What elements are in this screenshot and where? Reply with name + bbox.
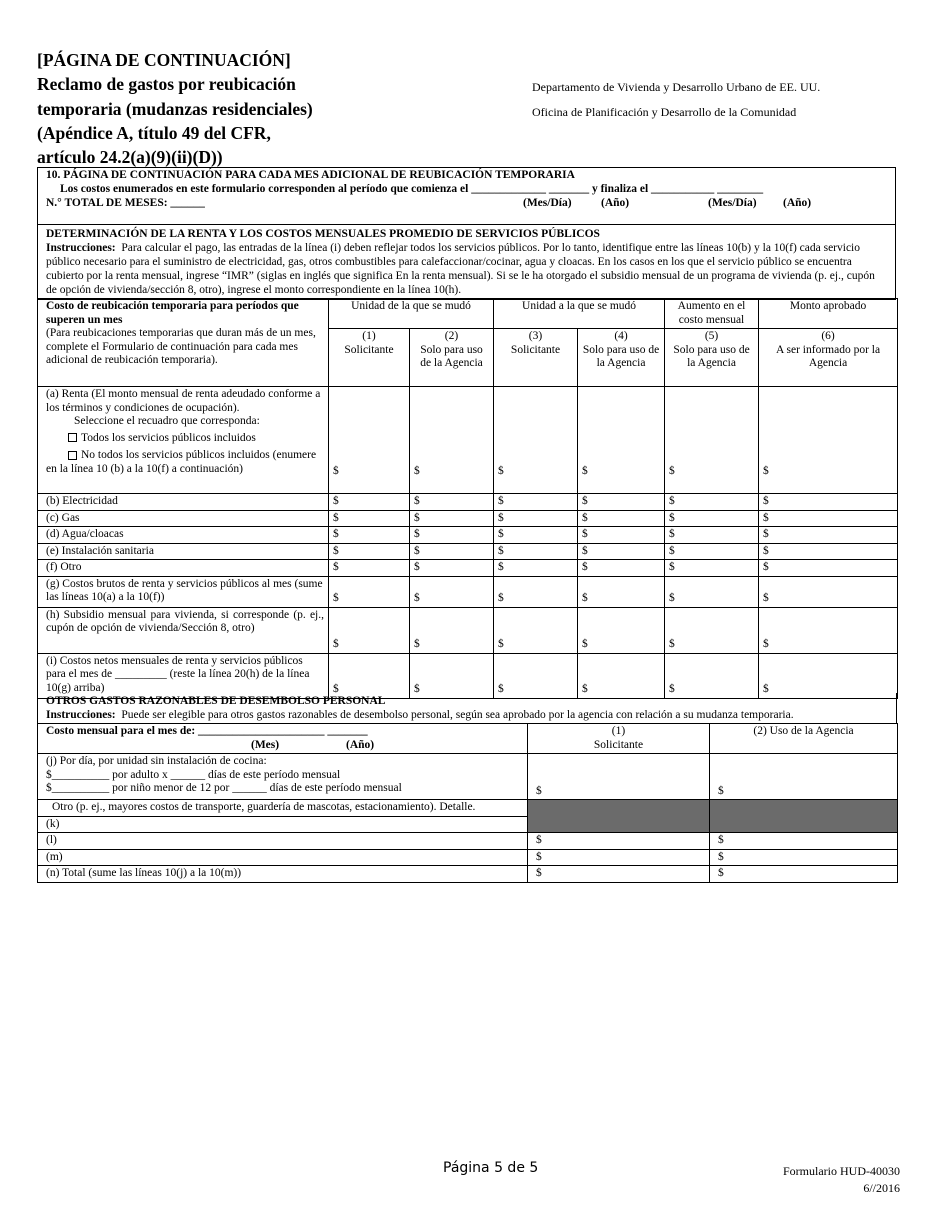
row-c-col-5[interactable]: $ bbox=[665, 510, 759, 527]
row-b-col-4[interactable]: $ bbox=[578, 494, 665, 511]
shaded-cell-2 bbox=[710, 800, 898, 833]
row-i-col-4[interactable]: $ bbox=[578, 653, 665, 698]
row-a-col-5[interactable]: $ bbox=[665, 387, 759, 494]
form-title-line-3: (Apéndice A, título 49 del CFR, bbox=[37, 123, 271, 143]
section-10-heading: 10. PÁGINA DE CONTINUACIÓN PARA CADA MES ADICIONAL DE REUBICACIÓN TEMPORARIA bbox=[46, 169, 575, 181]
row-n-col-2[interactable]: $ bbox=[710, 866, 898, 883]
row-b-electricity bbox=[38, 494, 898, 511]
row-d-col-6[interactable]: $ bbox=[759, 527, 898, 544]
end-date-label: (Mes/Día) bbox=[708, 197, 757, 209]
row-d-col-2[interactable]: $ bbox=[410, 527, 494, 544]
row-d-col-4[interactable]: $ bbox=[578, 527, 665, 544]
row-c-label: (c) Gas bbox=[38, 510, 329, 527]
row-l-col-2[interactable]: $ bbox=[710, 833, 898, 850]
row-g-col-3[interactable]: $ bbox=[494, 576, 578, 607]
instructions-label: Instrucciones: bbox=[46, 242, 116, 254]
row-h-subsidy bbox=[38, 607, 898, 653]
group-increase: Aumento en el costo mensual bbox=[665, 299, 759, 329]
row-l bbox=[38, 833, 898, 850]
row-i-col-2[interactable]: $ bbox=[410, 653, 494, 698]
row-b-col-1[interactable]: $ bbox=[329, 494, 410, 511]
row-i-col-1[interactable]: $ bbox=[329, 653, 410, 698]
row-m-col-1[interactable]: $ bbox=[528, 849, 710, 866]
row-c-col-3[interactable]: $ bbox=[494, 510, 578, 527]
col-3-header: (3) Solicitante bbox=[494, 329, 578, 387]
row-h-col-3[interactable]: $ bbox=[494, 607, 578, 653]
form-title-line-2: temporaria (mudanzas residenciales) bbox=[37, 99, 313, 119]
row-m bbox=[38, 849, 898, 866]
row-b-col-5[interactable]: $ bbox=[665, 494, 759, 511]
option-all-utilities[interactable]: Todos los servicios públicos incluidos bbox=[46, 432, 324, 446]
instructions-text: Para calcular el pago, las entradas de la línea (i) deben reflejar todos los servicios públicos. Por lo tanto, identifique entre las líneas 10(b) y la 10(f) cada servicio público necesario para el suministro de electricidad, gas, otros combustibles para calefaccionar/cocinar, agua y cloacas. En los casos en los que el servicio público se encuentra cubierto por la renta mensual, ingrese “IMR” (siglas en inglés que significa En la renta mensual). Si se le ha otorgado el subsidio mensual de un programa de vivienda (p. ej., cupón de opción de vivienda/sección 8, otro), ingrese el monto correspondiente en la línea 10(h). bbox=[46, 242, 875, 296]
row-g-gross bbox=[38, 576, 898, 607]
row-h-col-4[interactable]: $ bbox=[578, 607, 665, 653]
row-j-per-diem bbox=[38, 754, 898, 800]
col-1-header: (1) Solicitante bbox=[329, 329, 410, 387]
row-g-col-5[interactable]: $ bbox=[665, 576, 759, 607]
other-col-2-header: (2) Uso de la Agencia bbox=[710, 724, 898, 754]
row-d-col-5[interactable]: $ bbox=[665, 527, 759, 544]
row-i-col-3[interactable]: $ bbox=[494, 653, 578, 698]
row-f-col-3[interactable]: $ bbox=[494, 560, 578, 577]
row-a-col-6[interactable]: $ bbox=[759, 387, 898, 494]
row-a-rent bbox=[38, 387, 898, 494]
row-other-detail bbox=[38, 800, 898, 817]
row-e-col-6[interactable]: $ bbox=[759, 543, 898, 560]
row-c-col-6[interactable]: $ bbox=[759, 510, 898, 527]
row-b-col-3[interactable]: $ bbox=[494, 494, 578, 511]
rent-utilities-table bbox=[37, 298, 898, 699]
checkbox-not-all-utilities[interactable] bbox=[68, 451, 77, 460]
row-e-sanitary bbox=[38, 543, 898, 560]
row-e-col-3[interactable]: $ bbox=[494, 543, 578, 560]
row-a-label-cell bbox=[38, 387, 329, 494]
section-10-header-box bbox=[37, 167, 896, 225]
row-h-col-2[interactable]: $ bbox=[410, 607, 494, 653]
row-e-col-5[interactable]: $ bbox=[665, 543, 759, 560]
row-h-col-6[interactable]: $ bbox=[759, 607, 898, 653]
rent-section-header bbox=[37, 225, 896, 300]
row-g-label: (g) Costos brutos de renta y servicios públicos al mes (sume las líneas 10(a) a la 10(f)) bbox=[38, 576, 329, 607]
total-months-field[interactable]: N.° TOTAL DE MESES: ______ bbox=[46, 197, 205, 209]
row-m-label[interactable]: (m) bbox=[38, 849, 528, 866]
option-not-all-utilities[interactable]: No todos los servicios públicos incluidos (enumere en la línea 10 (b) a la 10(f) a continuación) bbox=[46, 449, 317, 475]
row-d-col-3[interactable]: $ bbox=[494, 527, 578, 544]
row-d-water bbox=[38, 527, 898, 544]
office-name: Oficina de Planificación y Desarrollo de la Comunidad bbox=[532, 105, 797, 119]
other-detail-label: Otro (p. ej., mayores costos de transporte, guardería de mascotas, estacionamiento). Detalle. bbox=[38, 800, 528, 817]
row-d-label: (d) Agua/cloacas bbox=[38, 527, 329, 544]
row-f-col-1[interactable]: $ bbox=[329, 560, 410, 577]
row-g-col-2[interactable]: $ bbox=[410, 576, 494, 607]
end-year-label: (Año) bbox=[783, 197, 812, 209]
other-expenses-table bbox=[37, 723, 898, 883]
row-g-col-1[interactable]: $ bbox=[329, 576, 410, 607]
row-j-col-2[interactable]: $ bbox=[710, 754, 898, 800]
row-h-label: (h) Subsidio mensual para vivienda, si corresponde (p. ej., cupón de opción de vivienda/Sección 8, otro) bbox=[38, 607, 329, 653]
row-f-other bbox=[38, 560, 898, 577]
row-h-col-5[interactable]: $ bbox=[665, 607, 759, 653]
row-f-col-5[interactable]: $ bbox=[665, 560, 759, 577]
row-i-label: (i) Costos netos mensuales de renta y servicios públicos para el mes de _________ (reste la línea 20(h) de la línea 10(g) arriba) bbox=[38, 653, 329, 698]
start-year-label: (Año) bbox=[601, 197, 630, 209]
monthly-cost-header bbox=[38, 724, 528, 754]
row-k-label[interactable]: (k) bbox=[38, 816, 528, 833]
shaded-cell-1 bbox=[528, 800, 710, 833]
form-title-line-4: artículo 24.2(a)(9)(ii)(D)) bbox=[37, 147, 223, 167]
row-j-adult-field[interactable]: $__________ por adulto x ______ días de este período mensual bbox=[46, 768, 341, 781]
row-h-col-1[interactable]: $ bbox=[329, 607, 410, 653]
row-b-label: (b) Electricidad bbox=[38, 494, 329, 511]
row-l-label[interactable]: (l) bbox=[38, 833, 528, 850]
row-e-col-4[interactable]: $ bbox=[578, 543, 665, 560]
row-g-col-6[interactable]: $ bbox=[759, 576, 898, 607]
form-number: Formulario HUD-40030 bbox=[783, 1164, 900, 1178]
group-unit-to: Unidad a la que se mudó bbox=[494, 299, 665, 329]
row-c-col-4[interactable]: $ bbox=[578, 510, 665, 527]
row-j-label: (j) Por día, por unidad sin instalación de cocina: $__________ por adulto x ______ días de este período mensual $__________ por niño menor de 12 por ______ días de este período mensual bbox=[38, 754, 528, 800]
row-n-label: (n) Total (sume las líneas 10(j) a la 10(m)) bbox=[38, 866, 528, 883]
period-line[interactable]: Los costos enumerados en este formulario corresponden al período que comienza el _____________ _______ y finaliza el ___________ ________ bbox=[60, 183, 764, 195]
other-section-heading: OTROS GASTOS RAZONABLES DE DESEMBOLSO PERSONAL bbox=[46, 695, 386, 707]
row-a-col-3[interactable]: $ bbox=[494, 387, 578, 494]
row-j-child-field[interactable]: $__________ por niño menor de 12 por ______ días de este período mensual bbox=[46, 782, 402, 794]
row-e-label: (e) Instalación sanitaria bbox=[38, 543, 329, 560]
row-i-net bbox=[38, 653, 898, 698]
row-f-col-4[interactable]: $ bbox=[578, 560, 665, 577]
row-c-col-1[interactable]: $ bbox=[329, 510, 410, 527]
group-approved: Monto aprobado bbox=[759, 299, 898, 329]
row-f-label: (f) Otro bbox=[38, 560, 329, 577]
form-title-line-1: Reclamo de gastos por reubicación bbox=[37, 74, 296, 94]
row-d-col-1[interactable]: $ bbox=[329, 527, 410, 544]
rent-section-heading: DETERMINACIÓN DE LA RENTA Y LOS COSTOS MENSUALES PROMEDIO DE SERVICIOS PÚBLICOS bbox=[46, 228, 600, 240]
row-b-col-2[interactable]: $ bbox=[410, 494, 494, 511]
row-c-gas bbox=[38, 510, 898, 527]
col-6-header: (6) A ser informado por la Agencia bbox=[759, 329, 898, 387]
row-g-col-4[interactable]: $ bbox=[578, 576, 665, 607]
row-n-col-1[interactable]: $ bbox=[528, 866, 710, 883]
row-c-col-2[interactable]: $ bbox=[410, 510, 494, 527]
row-a-select: Seleccione el recuadro que corresponda: bbox=[74, 415, 260, 427]
row-b-col-6[interactable]: $ bbox=[759, 494, 898, 511]
row-a-label: (a) Renta (El monto mensual de renta adeudado conforme a los términos y condiciones de ocupación). bbox=[46, 388, 321, 414]
page-number: Página 5 de 5 bbox=[443, 1160, 539, 1176]
cost-column-header bbox=[38, 299, 329, 387]
row-i-col-5[interactable]: $ bbox=[665, 653, 759, 698]
cost-column-title: Costo de reubicación temporaria para períodos que superen un mes bbox=[46, 300, 299, 326]
row-f-col-6[interactable]: $ bbox=[759, 560, 898, 577]
row-l-col-1[interactable]: $ bbox=[528, 833, 710, 850]
other-section-instructions: Instrucciones: Puede ser elegible para otros gastos razonables de desembolso personal, según sea aprobado por la agencia con relación a su mudanza temporaria. bbox=[46, 709, 794, 721]
group-unit-from: Unidad de la que se mudó bbox=[329, 299, 494, 329]
monthly-cost-field[interactable]: Costo mensual para el mes de: ______________________ _______ bbox=[46, 725, 368, 737]
year-label: (Año) bbox=[346, 738, 375, 751]
rent-section-instructions bbox=[46, 241, 887, 297]
row-a-col-4[interactable]: $ bbox=[578, 387, 665, 494]
col-4-header: (4) Solo para uso de la Agencia bbox=[578, 329, 665, 387]
row-i-col-6[interactable]: $ bbox=[759, 653, 898, 698]
department-name: Departamento de Vivienda y Desarrollo Urbano de EE. UU. bbox=[532, 80, 821, 94]
cost-column-note: (Para reubicaciones temporarias que duran más de un mes, complete el Formulario de continuación para cada mes adicional de reubicación temporaria). bbox=[46, 327, 316, 366]
row-a-col-2[interactable]: $ bbox=[410, 387, 494, 494]
other-section-header bbox=[37, 693, 897, 724]
form-date: 6//2016 bbox=[863, 1181, 900, 1195]
checkbox-all-utilities[interactable] bbox=[68, 433, 77, 442]
row-n-total bbox=[38, 866, 898, 883]
row-m-col-2[interactable]: $ bbox=[710, 849, 898, 866]
row-e-col-2[interactable]: $ bbox=[410, 543, 494, 560]
continuation-tag: [PÁGINA DE CONTINUACIÓN] bbox=[37, 50, 291, 70]
row-f-col-2[interactable]: $ bbox=[410, 560, 494, 577]
row-a-col-1[interactable]: $ bbox=[329, 387, 410, 494]
row-j-col-1[interactable]: $ bbox=[528, 754, 710, 800]
start-date-label: (Mes/Día) bbox=[523, 197, 572, 209]
col-2-header: (2) Solo para uso de la Agencia bbox=[410, 329, 494, 387]
other-col-1-header: (1) Solicitante bbox=[528, 724, 710, 754]
col-5-header: (5) Solo para uso de la Agencia bbox=[665, 329, 759, 387]
row-e-col-1[interactable]: $ bbox=[329, 543, 410, 560]
month-label: (Mes) bbox=[251, 738, 280, 751]
